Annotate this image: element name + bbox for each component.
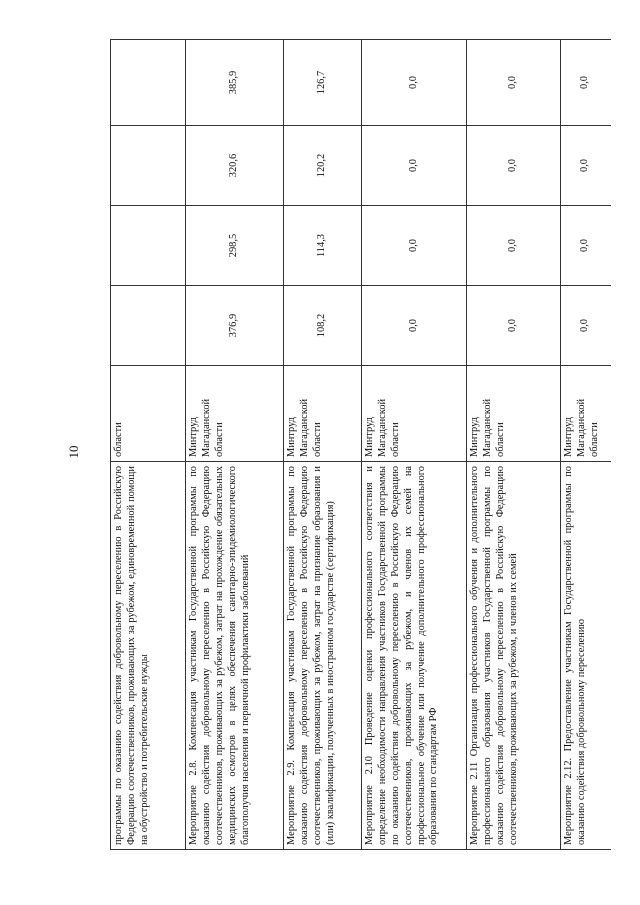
- value-cell: 0,0: [362, 40, 467, 126]
- value-cell: [111, 286, 186, 366]
- executor-cell: Минтруд Магаданской области: [186, 366, 284, 462]
- program-measures-table: [110, 39, 611, 850]
- rotated-table-container: [110, 40, 610, 850]
- value-cell: 0,0: [467, 286, 561, 366]
- table-row: [284, 40, 362, 850]
- value-cell: 0,0: [561, 126, 611, 206]
- value-cell: 385,9: [186, 40, 284, 126]
- table-row: [186, 40, 284, 850]
- executor-cell: Минтруд Магаданской области: [561, 366, 611, 462]
- measure-description: Мероприятие 2.9. Компенсация участникам Государственной программы по оказанию содействия добровольному переселению в Российскую Федерацию соотечественников, проживающих за рубежом, затрат на признание образования и (или) квалификации, полученных в иностранном государстве (сертификация): [284, 462, 362, 850]
- measure-description: Мероприятие 2.11 Организация профессионального обучения и дополнительного профессионального образования участников Государственной программы по оказанию содействия добровольному переселению в Российскую Федерацию соотечественников, проживающих за рубежом, и членов их семей: [467, 462, 561, 850]
- table-row: [561, 40, 611, 850]
- value-cell: 0,0: [362, 126, 467, 206]
- measure-description: программы по оказанию содействия добровольному переселению в Российскую Федерацию соотечественников, проживающих за рубежом, единовременной помощи на обустройство и потребительские нужды: [111, 462, 186, 850]
- value-cell: 0,0: [467, 40, 561, 126]
- measure-description: Мероприятие 2.12. Предоставление участникам Государственной программы по оказанию содействия добровольному переселению: [561, 462, 611, 850]
- table-row: [362, 40, 467, 850]
- value-cell: 126,7: [284, 40, 362, 126]
- value-cell: 0,0: [561, 206, 611, 286]
- value-cell: [111, 40, 186, 126]
- value-cell: 376,9: [186, 286, 284, 366]
- value-cell: [111, 126, 186, 206]
- executor-cell: области: [111, 366, 186, 462]
- value-cell: [111, 206, 186, 286]
- value-cell: 298,5: [186, 206, 284, 286]
- value-cell: 0,0: [467, 126, 561, 206]
- executor-cell: Минтруд Магаданской области: [467, 366, 561, 462]
- value-cell: 0,0: [362, 286, 467, 366]
- value-cell: 320,6: [186, 126, 284, 206]
- value-cell: 114,3: [284, 206, 362, 286]
- page-number: 10: [66, 445, 81, 459]
- executor-cell: Минтруд Магаданской области: [362, 366, 467, 462]
- value-cell: 0,0: [467, 206, 561, 286]
- executor-cell: Минтруд Магаданской области: [284, 366, 362, 462]
- document-page: [110, 40, 610, 850]
- value-cell: 108,2: [284, 286, 362, 366]
- value-cell: 0,0: [561, 40, 611, 126]
- measure-description: Мероприятие 2.10 Проведение оценки профессионального соответствия и определение необходимости направления участников Государственной программы по оказанию содействия добровольному переселению в Российскую Федерацию соотечественников, проживающих за рубежом, и членов их семей на профессиональное обучение или получение дополнительного профессионального образования по стандартам РФ: [362, 462, 467, 850]
- table-row: [467, 40, 561, 850]
- measure-description: Мероприятие 2.8. Компенсация участникам Государственной программы по оказанию содействия добровольному переселению в Российскую Федерацию соотечественников, проживающих за рубежом, затрат на прохождение обязательных медицинских осмотров в целях обеспечения санитарно-эпидемиологического благополучия населения и первичной профилактики заболеваний: [186, 462, 284, 850]
- value-cell: 0,0: [561, 286, 611, 366]
- value-cell: 0,0: [362, 206, 467, 286]
- table-row: [111, 40, 186, 850]
- value-cell: 120,2: [284, 126, 362, 206]
